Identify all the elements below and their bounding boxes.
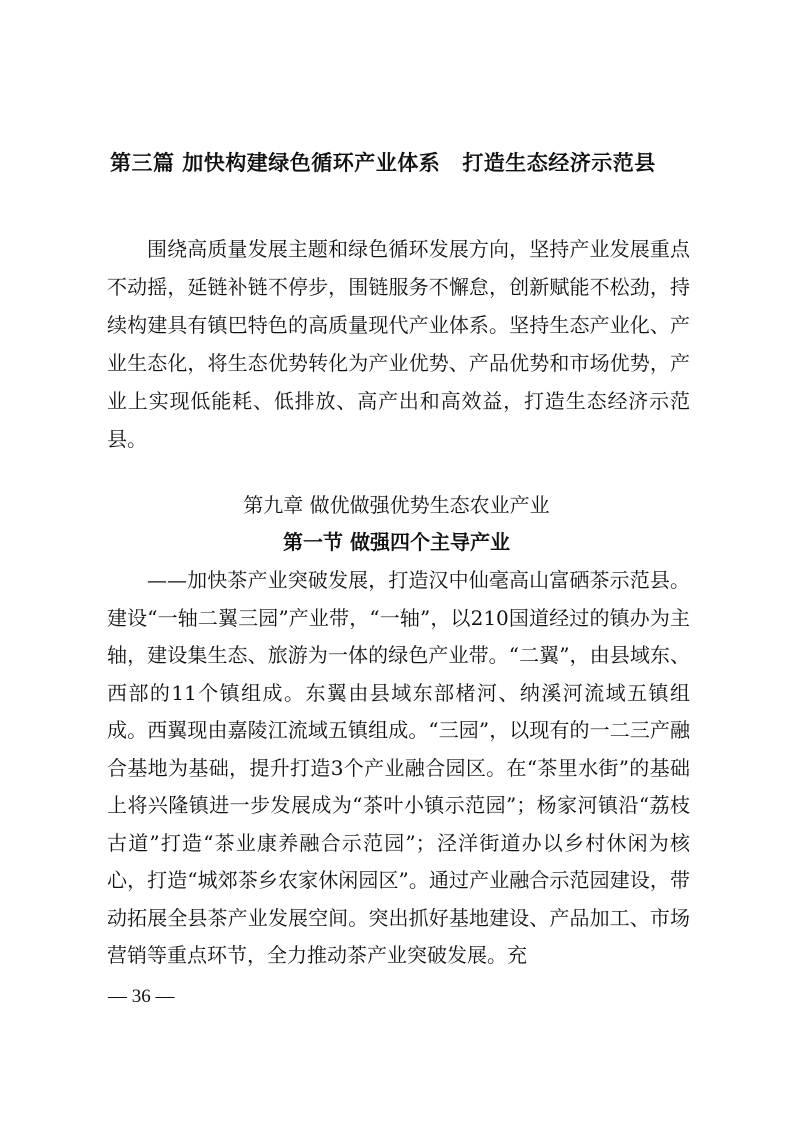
part-title-main: 第三篇 加快构建绿色循环产业体系 <box>110 151 441 175</box>
section-title: 第一节 做强四个主导产业 <box>283 530 510 554</box>
body-paragraph: ——加快茶产业突破发展，打造汉中仙毫高山富硒茶示范县。建设“一轴二翼三园”产业带，“一轴”，以210国道经过的镇办为主轴，建设集生态、旅游为一体的绿色产业带。“二翼”，由县域东、西部的11个镇组成。东翼由县域东部楮河、纳溪河流域五镇组成。西翼现由嘉陵江流域五镇组成。“三园”，以现有的一二三产融合基地为基础，提升打造3个产业融合园区。在“茶里水街”的基础上将兴隆镇进一步发展成为“茶叶小镇示范园”；杨家河镇沿“荔枝古道”打造“茶业康养融合示范园”；泾洋街道办以乡村休闲为核心，打造“城郊茶乡农家休闲园区”。通过产业融合示范园建设，带动拓展全县茶产业发展空间。突出抓好基地建设、产品加工、市场营销等重点环节，全力推动茶产业突破发展。充 <box>107 568 690 967</box>
intro-paragraph: 围绕高质量发展主题和绿色循环发展方向，坚持产业发展重点不动摇，延链补链不停步，围链服务不懈怠，创新赋能不松劲，持续构建具有镇巴特色的高质量现代产业体系。坚持生态产业化、产业生态化，将生态优势转化为产业优势、产品优势和市场优势，产业上实现低能耗、低排放、高产出和高效益，打造生态经济示范县。 <box>107 237 690 451</box>
part-title <box>110 148 710 178</box>
page-number: — 36 — <box>108 986 175 1007</box>
chapter-title: 第九章 做优做强优势生态农业产业 <box>243 493 550 517</box>
part-title-sub: 打造生态经济示范县 <box>462 151 656 175</box>
